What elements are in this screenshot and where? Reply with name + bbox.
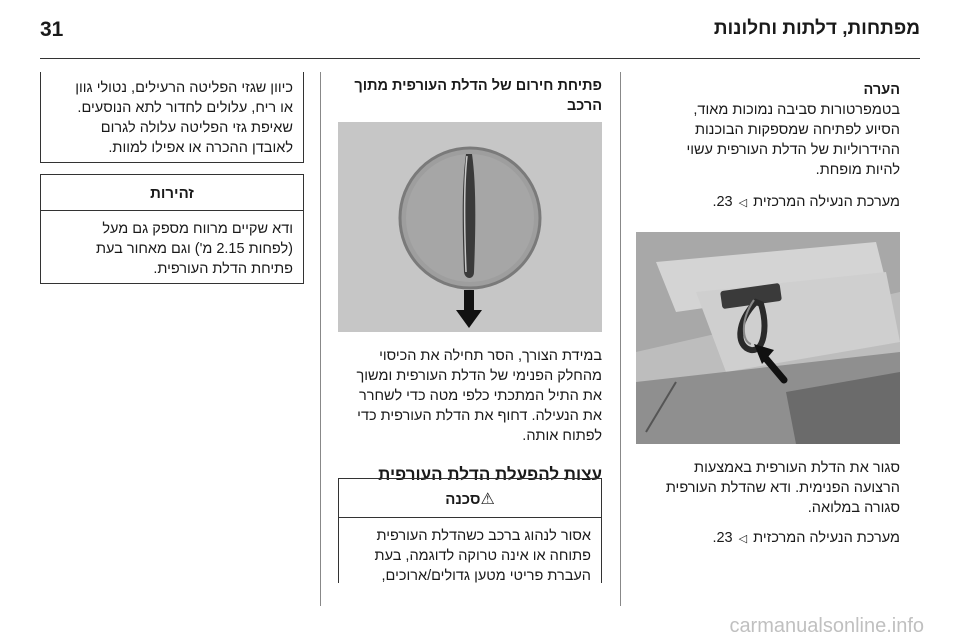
emergency-line: לפתוח אותה. [522,428,602,444]
danger-box-header [339,479,601,518]
caution-box [40,174,304,284]
continuation-body [41,72,303,166]
note-line: להיות מופחת. [815,162,900,178]
emergency-line: את התיל המתכתי כלפי מטה כדי לשחרר [358,388,602,404]
danger-line: אסור לנהוג ברכב כשהדלת העורפית [376,528,591,544]
right-column [636,80,900,249]
reference-text: מערכת הנעילה המרכזית [753,530,900,546]
danger-line: פתוחה או אינה טרוקה לדוגמה, בעת [374,548,591,564]
watermark: carmanualsonline.info [729,615,924,637]
note-heading: הערה [863,82,900,98]
continuation-box [40,72,304,163]
column-divider-right [620,72,621,606]
emergency-heading: פתיחת חירום של הדלת העורפית מתוך [354,78,602,94]
emergency-line: מהחלק הפנימי של הדלת העורפית ומשוך [356,368,602,384]
caution-line: ודא שקיים מרווח מספק גם מעל [102,221,293,237]
note-line: ההידרוליות של הדלת העורפית עשוי [686,142,900,158]
continuation-line: כיוון שגזי הפליטה הרעילים, נטולי גוון [75,80,293,96]
reference-page: 23. [712,530,733,546]
caution-line: פתיחת הדלת העורפית. [153,261,293,277]
cover-removal-illustration [338,122,602,332]
closing-line: הרצועה הפנימית. ודא שהדלת העורפית [665,480,900,496]
emergency-heading: הרכב [566,98,602,114]
page-number: 31 [40,18,64,41]
emergency-line: את הנעילה. דחוף את הדלת העורפית כדי [357,408,602,424]
cross-reference-triangle-icon: ◁ [738,533,748,545]
reference-line [636,528,900,549]
closing-line: סגורה במלואה. [807,500,900,516]
danger-line: העברת פריטי מטען גדולים/ארוכים, [381,568,591,584]
caution-box-body [41,211,303,287]
note-line: הסיוע לפתיחה שמספקות הבוכנות [695,122,900,138]
danger-box-body [339,518,601,594]
tips-heading: עצות להפעלת הדלת העורפית [378,465,602,484]
tailgate-strap-photo [636,232,900,444]
middle-column-lower [338,346,602,486]
emergency-line: במידת הצורך, הסר תחילה את הכיסוי [379,348,602,364]
caution-line: (לפחות 2.15 מ') וגם מאחור בעת [95,241,293,257]
column-divider-left [320,72,321,606]
cover-removal-photo [338,122,602,332]
continuation-line: או ריח, עלולים לחדור לתא הנוסעים. [77,100,293,116]
danger-box [338,478,602,583]
note-line: בטמפרטורות סביבה נמוכות מאוד, [693,102,900,118]
continuation-line: לאובדן ההכרה או אפילו למוות. [108,140,293,156]
header-rule [40,58,920,59]
reference-page: 23. [712,194,733,210]
cross-reference-triangle-icon: ◁ [738,197,748,209]
middle-column [338,76,602,116]
closing-line: סגור את הדלת העורפית באמצעות [694,460,900,476]
reference-line [636,192,900,213]
tailgate-strap-illustration [636,232,900,444]
right-column-lower [636,458,900,549]
page-title: מפתחות, דלתות וחלונות [713,18,920,39]
reference-text: מערכת הנעילה המרכזית [753,194,900,210]
continuation-line: שאיפת גזי הפליטה עלולה לגרום [100,120,293,136]
danger-box-title: סכנה [445,491,481,508]
caution-box-header: זהירות [41,175,303,211]
warning-triangle-icon: ⚠ [480,491,495,508]
